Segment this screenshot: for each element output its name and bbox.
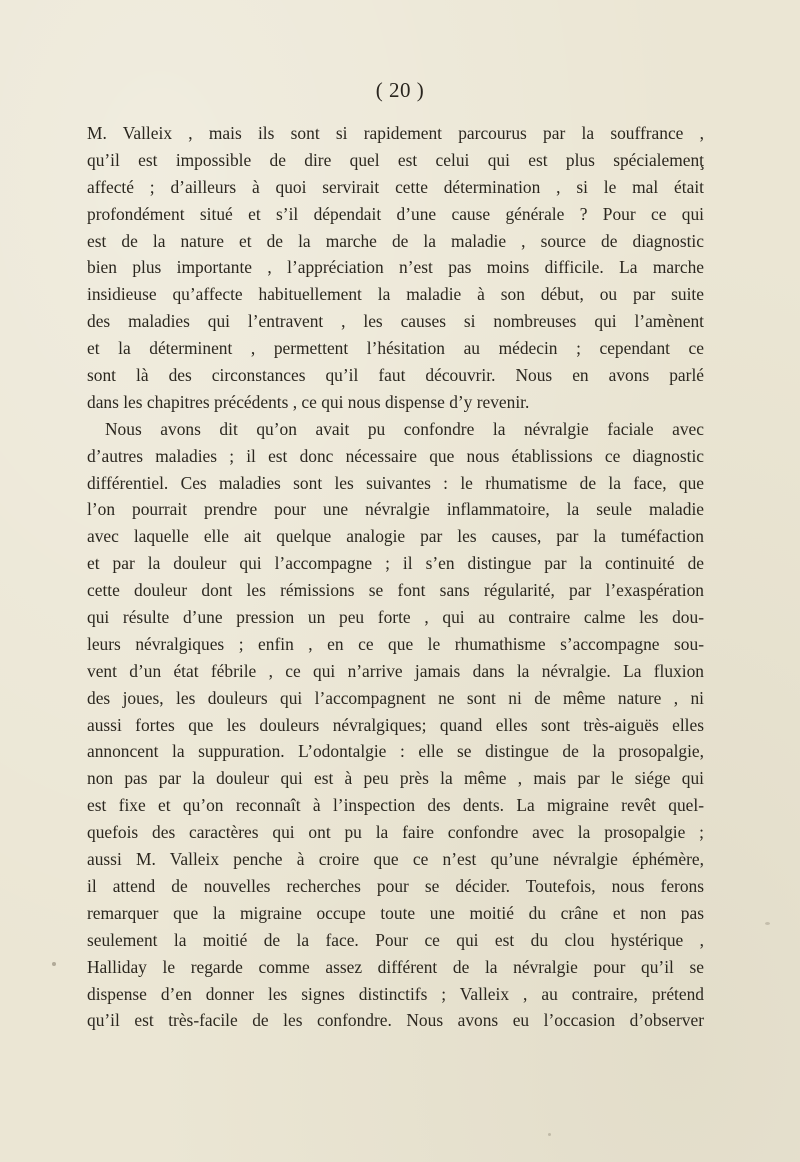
text-line: aussi M. Valleix penche à croire que ce n’est qu’une névralgie éphémère, (87, 849, 704, 870)
text-line: et la déterminent , permettent l’hésitation au médecin ; cependant ce (87, 338, 704, 359)
text-line: qu’il est très-facile de les confondre. Nous avons eu l’occasion d’observer (87, 1010, 704, 1031)
text-line: des joues, les douleurs qui l’accompagnent ne sont ni de même nature , ni (87, 687, 704, 708)
text-line: remarquer que la migraine occupe toute une moitié du crâne et non pas (87, 902, 704, 923)
text-line: Nous avons dit qu’on avait pu confondre la névralgie faciale avec (105, 418, 704, 439)
text-line: aussi fortes que les douleurs névralgiques; quand elles sont très-aiguës elles (87, 714, 704, 735)
paper-speck (548, 1133, 551, 1136)
text-line: profondément situé et s’il dépendait d’une cause générale ? Pour ce qui (87, 203, 704, 224)
paper-speck (52, 962, 56, 966)
text-line: M. Valleix , mais ils sont si rapidement parcourus par la souffrance , (87, 123, 704, 143)
text-line: dans les chapitres précédents , ce qui nous dispense d’y revenir. (87, 391, 530, 412)
text-line: des maladies qui l’entravent , les causes si nombreuses qui l’amènent (87, 311, 704, 332)
text-line: seulement la moitié de la face. Pour ce qui est du clou hystérique , (87, 929, 704, 950)
text-line: est de la nature et de la marche de la maladie , source de diagnostic (87, 230, 704, 251)
text-line: est fixe et qu’on reconnaît à l’inspection des dents. La migraine revêt quel- (87, 795, 704, 816)
body-text (87, 120, 704, 1034)
text-line: il attend de nouvelles recherches pour se décider. Toutefois, nous ferons (87, 875, 704, 896)
text-line: cette douleur dont les rémissions se font sans régularité, par l’exaspération (87, 580, 704, 601)
text-line: qu’il est impossible de dire quel est celui qui est plus spécialemenţ (87, 149, 704, 170)
text-line: non pas par la douleur qui est à peu près la même , mais par le siége qui (87, 768, 704, 789)
text-line: et par la douleur qui l’accompagne ; il s’en distingue par la continuité de (87, 553, 704, 574)
text-line: bien plus importante , l’appréciation n’est pas moins difficile. La marche (87, 257, 704, 278)
text-line: différentiel. Ces maladies sont les suivantes : le rhumatisme de la face, que (87, 472, 704, 493)
text-line: avec laquelle elle ait quelque analogie par les causes, par la tuméfaction (87, 526, 704, 547)
text-line: leurs névralgiques ; enfin , en ce que le rhumathisme s’accompagne sou- (87, 633, 704, 654)
text-line: Halliday le regarde comme assez différent de la névralgie pour qu’il se (87, 956, 704, 977)
text-line: dispense d’en donner les signes distinctifs ; Valleix , au contraire, prétend (87, 983, 704, 1004)
text-line: qui résulte d’une pression un peu forte , qui au contraire calme les dou- (87, 607, 704, 628)
page-number: ( 20 ) (375, 78, 425, 102)
text-line: sont là des circonstances qu’il faut découvrir. Nous en avons parlé (87, 365, 704, 386)
text-line: d’autres maladies ; il est donc nécessaire que nous établissions ce diagnostic (87, 445, 704, 466)
text-line: quefois des caractères qui ont pu la faire confondre avec la prosopalgie ; (87, 822, 704, 843)
text-line: l’on pourrait prendre pour une névralgie inflammatoire, la seule maladie (87, 499, 704, 520)
text-line: vent d’un état fébrile , ce qui n’arrive jamais dans la névralgie. La fluxion (87, 660, 704, 681)
paper-speck (765, 922, 770, 925)
text-line: affecté ; d’ailleurs à quoi servirait cette détermination , si le mal était (87, 176, 704, 197)
text-line: annoncent la suppuration. L’odontalgie : elle se distingue de la prosopalgie, (87, 741, 704, 762)
text-line: insidieuse qu’affecte habituellement la maladie à son début, ou par suite (87, 284, 704, 305)
